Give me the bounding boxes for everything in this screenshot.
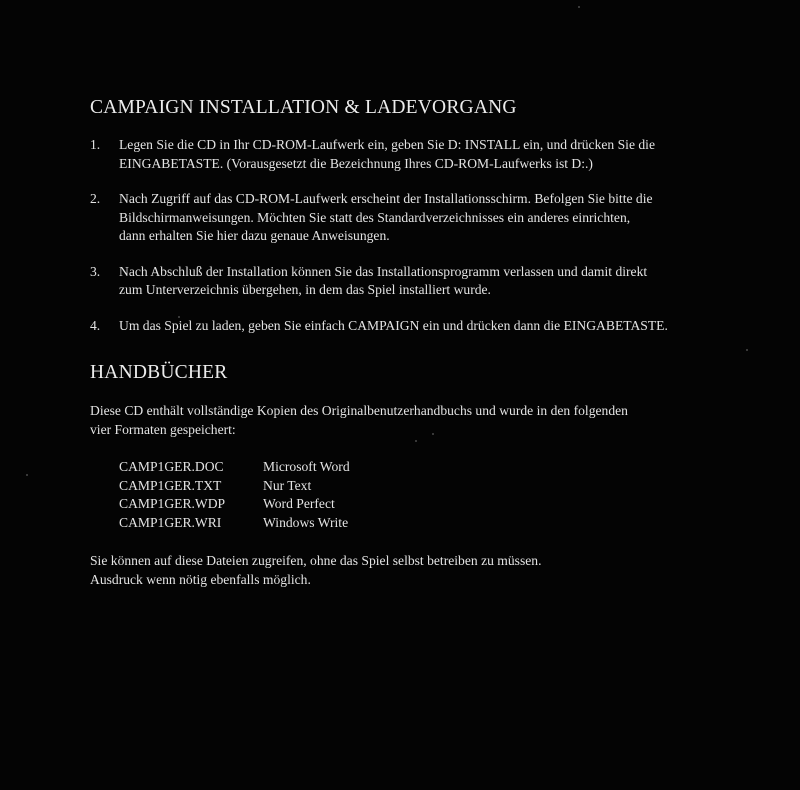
- file-format: Windows Write: [263, 514, 349, 530]
- manuals-outro: [90, 552, 541, 589]
- step-text-line: Legen Sie die CD in Ihr CD-ROM-Laufwerk ein, geben Sie D: INSTALL ein, und drücken Sie die: [119, 137, 655, 152]
- step-number: 2.: [90, 191, 101, 206]
- step-number: 3.: [90, 263, 101, 279]
- step-text-line: EINGABETASTE. (Vorausgesetzt die Bezeichnung Ihres CD-ROM-Laufwerks ist D:.): [119, 155, 593, 171]
- step-item: [90, 263, 770, 300]
- table-row: [119, 477, 350, 496]
- dust-speck: [578, 6, 580, 8]
- intro-text-line: vier Formaten gespeichert:: [90, 421, 236, 437]
- file-name: CAMP1GER.WRI: [119, 514, 222, 530]
- step-item: [90, 136, 770, 173]
- table-row: [119, 514, 350, 533]
- file-format: Nur Text: [263, 477, 312, 493]
- manuals-intro: [90, 402, 628, 439]
- step-text-line: Um das Spiel zu laden, geben Sie einfach CAMPAIGN ein und drücken dann die EINGABETASTE.: [119, 317, 668, 333]
- file-format: Microsoft Word: [263, 459, 350, 474]
- table-row: [119, 495, 350, 514]
- outro-text-line: Ausdruck wenn nötig ebenfalls möglich.: [90, 571, 311, 587]
- step-item: [90, 317, 770, 336]
- step-number: 1.: [90, 137, 101, 152]
- installation-steps: [90, 136, 770, 352]
- step-text-line: dann erhalten Sie hier dazu genaue Anweisungen.: [119, 228, 390, 243]
- section-heading-manuals: HANDBÜCHER: [90, 362, 228, 383]
- step-item: [90, 190, 770, 246]
- step-text-line: Bildschirmanweisungen. Möchten Sie statt des Standardverzeichnisses ein anderes einrichten,: [119, 209, 631, 225]
- step-number: 4.: [90, 317, 101, 333]
- manual-files-table: [119, 458, 350, 532]
- intro-text-line: Diese CD enthält vollständige Kopien des Originalbenutzerhandbuchs und wurde in den folgenden: [90, 403, 628, 418]
- file-name: CAMP1GER.DOC: [119, 459, 224, 474]
- outro-text-line: Sie können auf diese Dateien zugreifen, ohne das Spiel selbst betreiben zu müssen.: [90, 553, 542, 568]
- file-name: CAMP1GER.TXT: [119, 477, 222, 493]
- step-text-line: Nach Zugriff auf das CD-ROM-Laufwerk erscheint der Installationsschirm. Befolgen Sie bitte die: [119, 191, 653, 206]
- step-text-line: Nach Abschluß der Installation können Sie das Installationsprogramm verlassen und damit direkt: [119, 263, 648, 279]
- dust-speck: [415, 440, 417, 442]
- step-text-line: zum Unterverzeichnis übergehen, in dem das Spiel installiert wurde.: [119, 282, 491, 297]
- file-name: CAMP1GER.WDP: [119, 496, 226, 511]
- dust-speck: [26, 474, 28, 476]
- table-row: [119, 458, 350, 477]
- section-heading-installation: CAMPAIGN INSTALLATION & LADEVORGANG: [90, 97, 517, 118]
- file-format: Word Perfect: [263, 496, 335, 511]
